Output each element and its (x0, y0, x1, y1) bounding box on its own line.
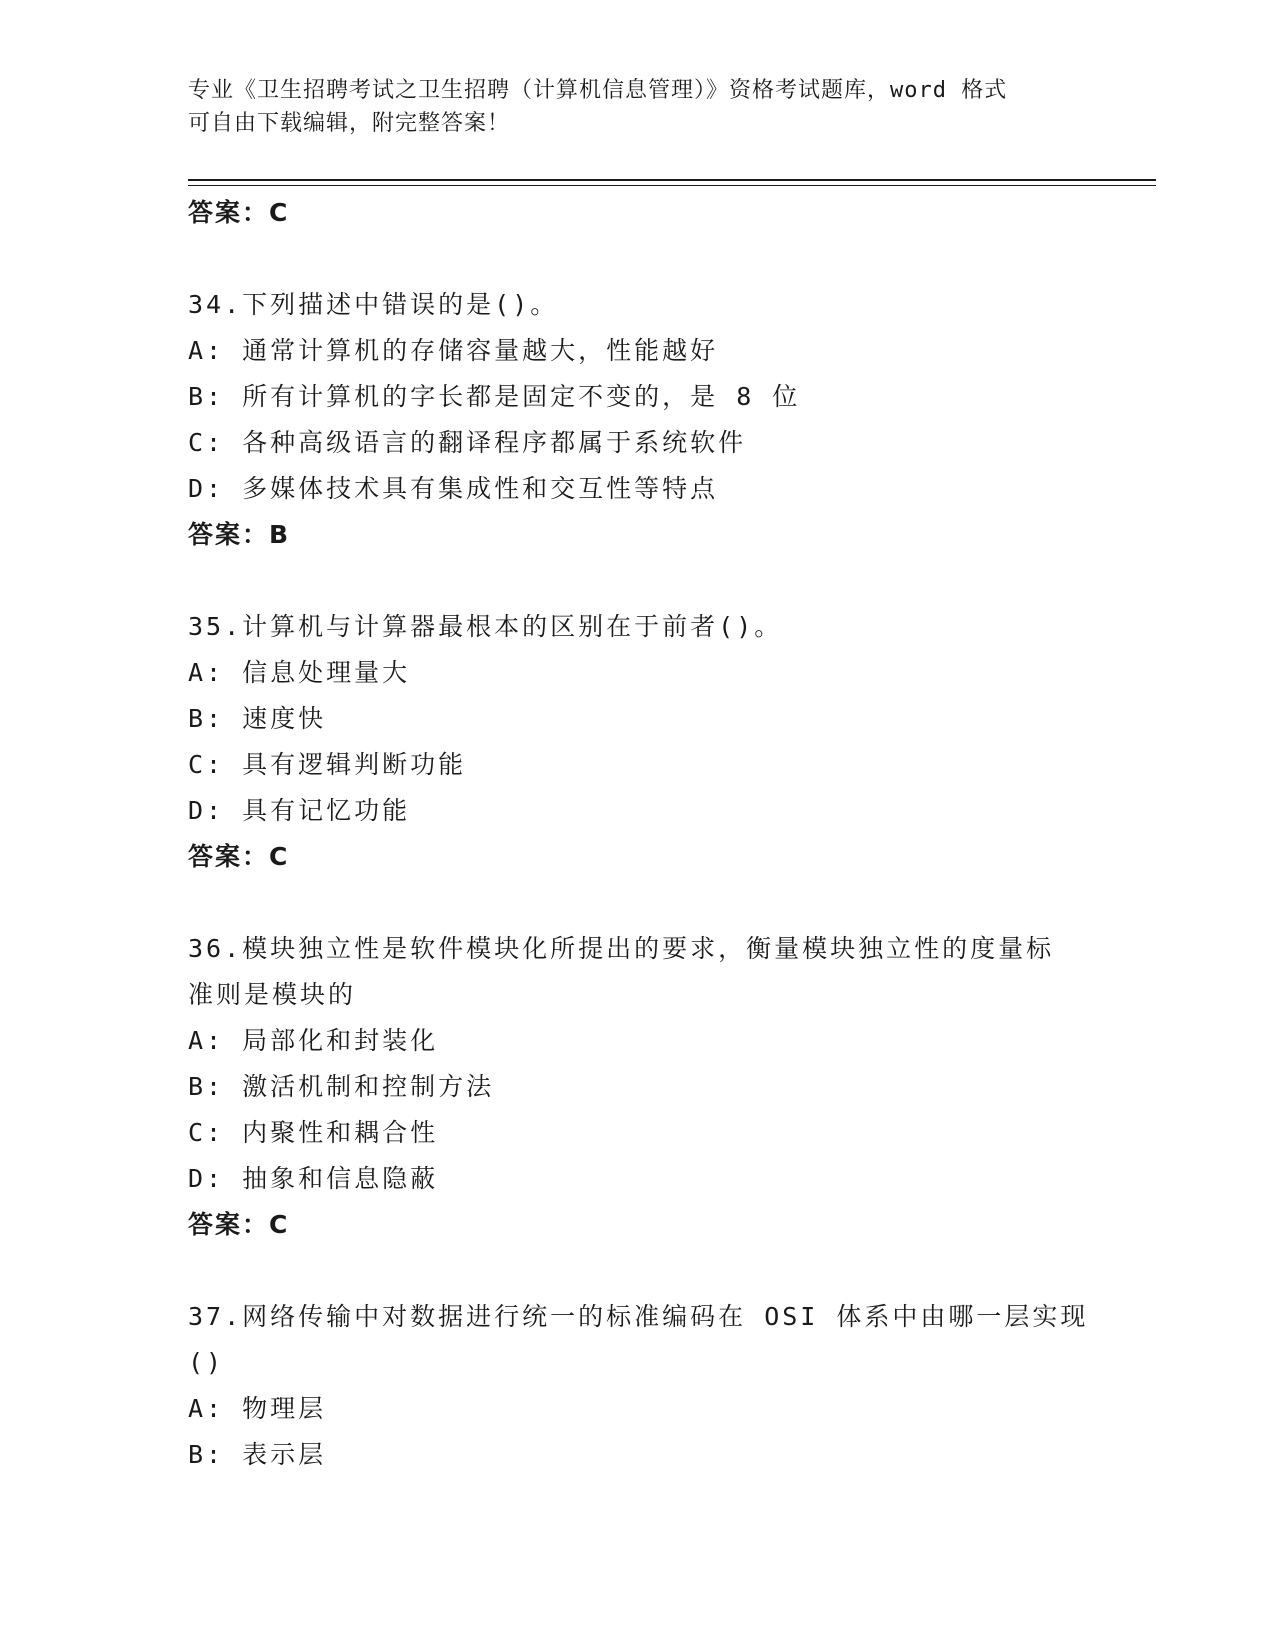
header-line-1: 专业《卫生招聘考试之卫生招聘（计算机信息管理）》资格考试题库，word 格式 (188, 78, 1008, 103)
question-text-line-1: 36.模块独立性是软件模块化所提出的要求，衡量模块独立性的度量标 (188, 934, 1055, 963)
question-text: 34.下列描述中错误的是()。 (188, 290, 559, 319)
option-b: B: 表示层 (188, 1440, 327, 1469)
spacer (188, 236, 1088, 282)
option-a: A: 信息处理量大 (188, 658, 411, 687)
question-35 (188, 604, 1088, 880)
spacer (188, 1248, 1088, 1294)
option-b: B: 激活机制和控制方法 (188, 1072, 495, 1101)
option-c: C: 具有逻辑判断功能 (188, 750, 467, 779)
answer-previous: 答案：C (188, 198, 290, 227)
option-c: C: 内聚性和耦合性 (188, 1118, 439, 1147)
question-text-line-2: 准则是模块的 (188, 980, 357, 1009)
answer: 答案：C (188, 1210, 290, 1239)
header-divider-thick (188, 179, 1156, 181)
option-a: A: 局部化和封装化 (188, 1026, 439, 1055)
option-d: D: 多媒体技术具有集成性和交互性等特点 (188, 474, 719, 503)
spacer (188, 880, 1088, 926)
question-text-line-2: () (188, 1348, 225, 1377)
question-34 (188, 282, 1088, 558)
question-37 (188, 1294, 1088, 1478)
header-divider-thin (188, 185, 1156, 186)
answer: 答案：B (188, 520, 291, 549)
option-a: A: 物理层 (188, 1394, 327, 1423)
option-c: C: 各种高级语言的翻译程序都属于系统软件 (188, 428, 747, 457)
header-line-2: 可自由下载编辑，附完整答案！ (188, 111, 511, 136)
option-a: A: 通常计算机的存储容量越大，性能越好 (188, 336, 719, 365)
question-text-line-1: 37.网络传输中对数据进行统一的标准编码在 OSI 体系中由哪一层实现 (188, 1302, 1089, 1331)
question-36 (188, 926, 1088, 1248)
question-text: 35.计算机与计算器最根本的区别在于前者()。 (188, 612, 783, 641)
option-d: D: 抽象和信息隐蔽 (188, 1164, 439, 1193)
option-b: B: 速度快 (188, 704, 327, 733)
answer: 答案：C (188, 842, 290, 871)
option-d: D: 具有记忆功能 (188, 796, 411, 825)
question-list (188, 190, 1088, 1478)
spacer (188, 558, 1088, 604)
document-header (188, 74, 1088, 140)
option-b: B: 所有计算机的字长都是固定不变的，是 8 位 (188, 382, 801, 411)
